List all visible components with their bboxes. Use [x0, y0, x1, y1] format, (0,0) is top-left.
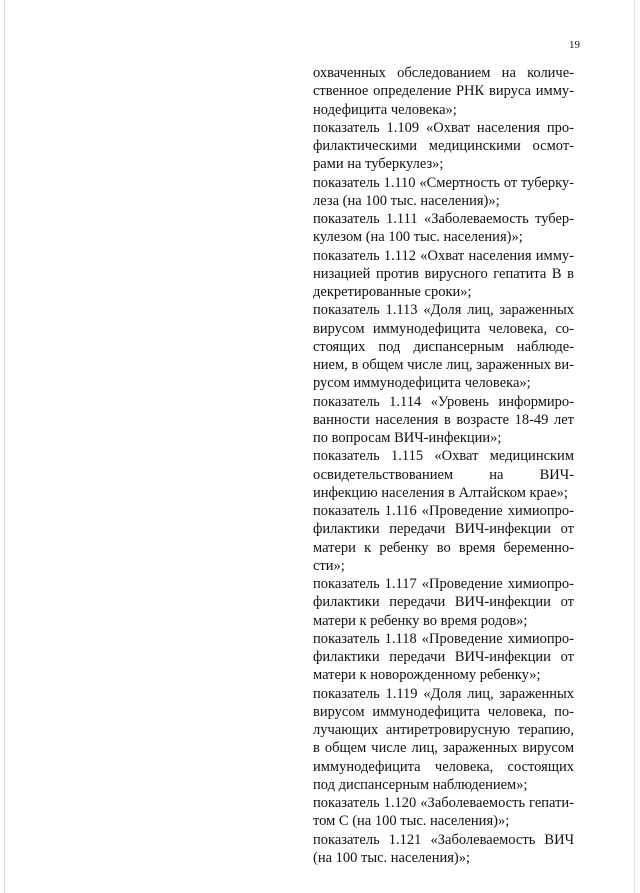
text-line: сти»; — [313, 557, 345, 574]
text-line: иммунодефицита человека, состоящих — [313, 758, 574, 775]
text-line: матери к ребенку во время родов»; — [313, 612, 528, 629]
text-line: показатель 1.111 «Заболеваемость тубер- — [313, 211, 574, 227]
text-line: освидетельствованием на ВИЧ- — [313, 466, 574, 483]
text-line: под диспансерным наблюдением»; — [313, 776, 528, 793]
scan-edge-right — [634, 0, 635, 893]
text-line: показатель 1.112 «Охват населения имму- — [313, 247, 574, 264]
text-line: том С (на 100 тыс. населения)»; — [313, 813, 510, 830]
text-line: показатель 1.115 «Охват медицинским — [313, 448, 574, 465]
text-line: нием, в общем числе лиц, зараженных ви- — [313, 357, 574, 373]
text-line: ственное определение РНК вируса имму- — [313, 83, 574, 100]
text-line: показатель 1.121 «Заболеваемость ВИЧ — [313, 831, 574, 848]
text-line: показатель 1.114 «Уровень информиро- — [313, 393, 574, 410]
text-line: рами на туберкулез»; — [313, 156, 444, 173]
text-line: в общем числе лиц, зараженных вирусом — [313, 740, 574, 757]
text-line: ванности населения в возрасте 18-49 лет — [313, 411, 574, 428]
text-line: декретированные сроки»; — [313, 284, 472, 300]
text-line: показатель 1.116 «Проведение химиопро- — [313, 503, 574, 519]
text-line: охваченных обследованием на количе- — [313, 65, 574, 81]
text-line: филактики передачи ВИЧ-инфекции от — [313, 649, 574, 665]
text-line: лучающих антиретровирусную терапию, — [313, 722, 574, 738]
text-line: матери к новорожденному ребенку»; — [313, 667, 541, 684]
text-line: матери к ребенку во время беременно- — [313, 539, 574, 556]
text-line: низацией против вирусного гепатита В в — [313, 265, 574, 282]
text-line: филактики передачи ВИЧ-инфекции от — [313, 521, 574, 538]
text-line: (на 100 тыс. населения)»; — [313, 849, 471, 866]
text-line: показатель 1.118 «Проведение химиопро- — [313, 630, 574, 647]
page-number: 19 — [569, 39, 580, 51]
text-line: инфекцию населения в Алтайском крае»; — [313, 484, 568, 501]
text-line: филактики передачи ВИЧ-инфекции от — [313, 594, 574, 611]
text-line: показатель 1.117 «Проведение химиопро- — [313, 576, 574, 592]
text-line: филактическими медицинскими осмот- — [313, 138, 574, 154]
text-line: вирусом иммунодефицита человека, со- — [313, 320, 574, 337]
text-line: стоящих под диспансерным наблюде- — [313, 338, 574, 355]
text-line: показатель 1.120 «Заболеваемость гепати- — [313, 795, 574, 811]
scan-edge-left — [4, 0, 5, 893]
text-line: кулезом (на 100 тыс. населения)»; — [313, 229, 523, 246]
text-line: показатель 1.109 «Охват населения про- — [313, 119, 574, 136]
text-line: показатель 1.113 «Доля лиц, зараженных — [313, 302, 574, 319]
text-line: показатель 1.119 «Доля лиц, зараженных — [313, 685, 574, 702]
text-line: показатель 1.110 «Смертность от туберку- — [313, 174, 574, 191]
body-text-column — [313, 64, 574, 867]
text-line: нодефицита человека»; — [313, 101, 457, 118]
text-line: вирусом иммунодефицита человека, по- — [313, 703, 574, 720]
text-line: русом иммунодефицита человека»; — [313, 375, 531, 392]
text-line: по вопросам ВИЧ-инфекции»; — [313, 430, 502, 446]
text-line: леза (на 100 тыс. населения)»; — [313, 192, 500, 209]
